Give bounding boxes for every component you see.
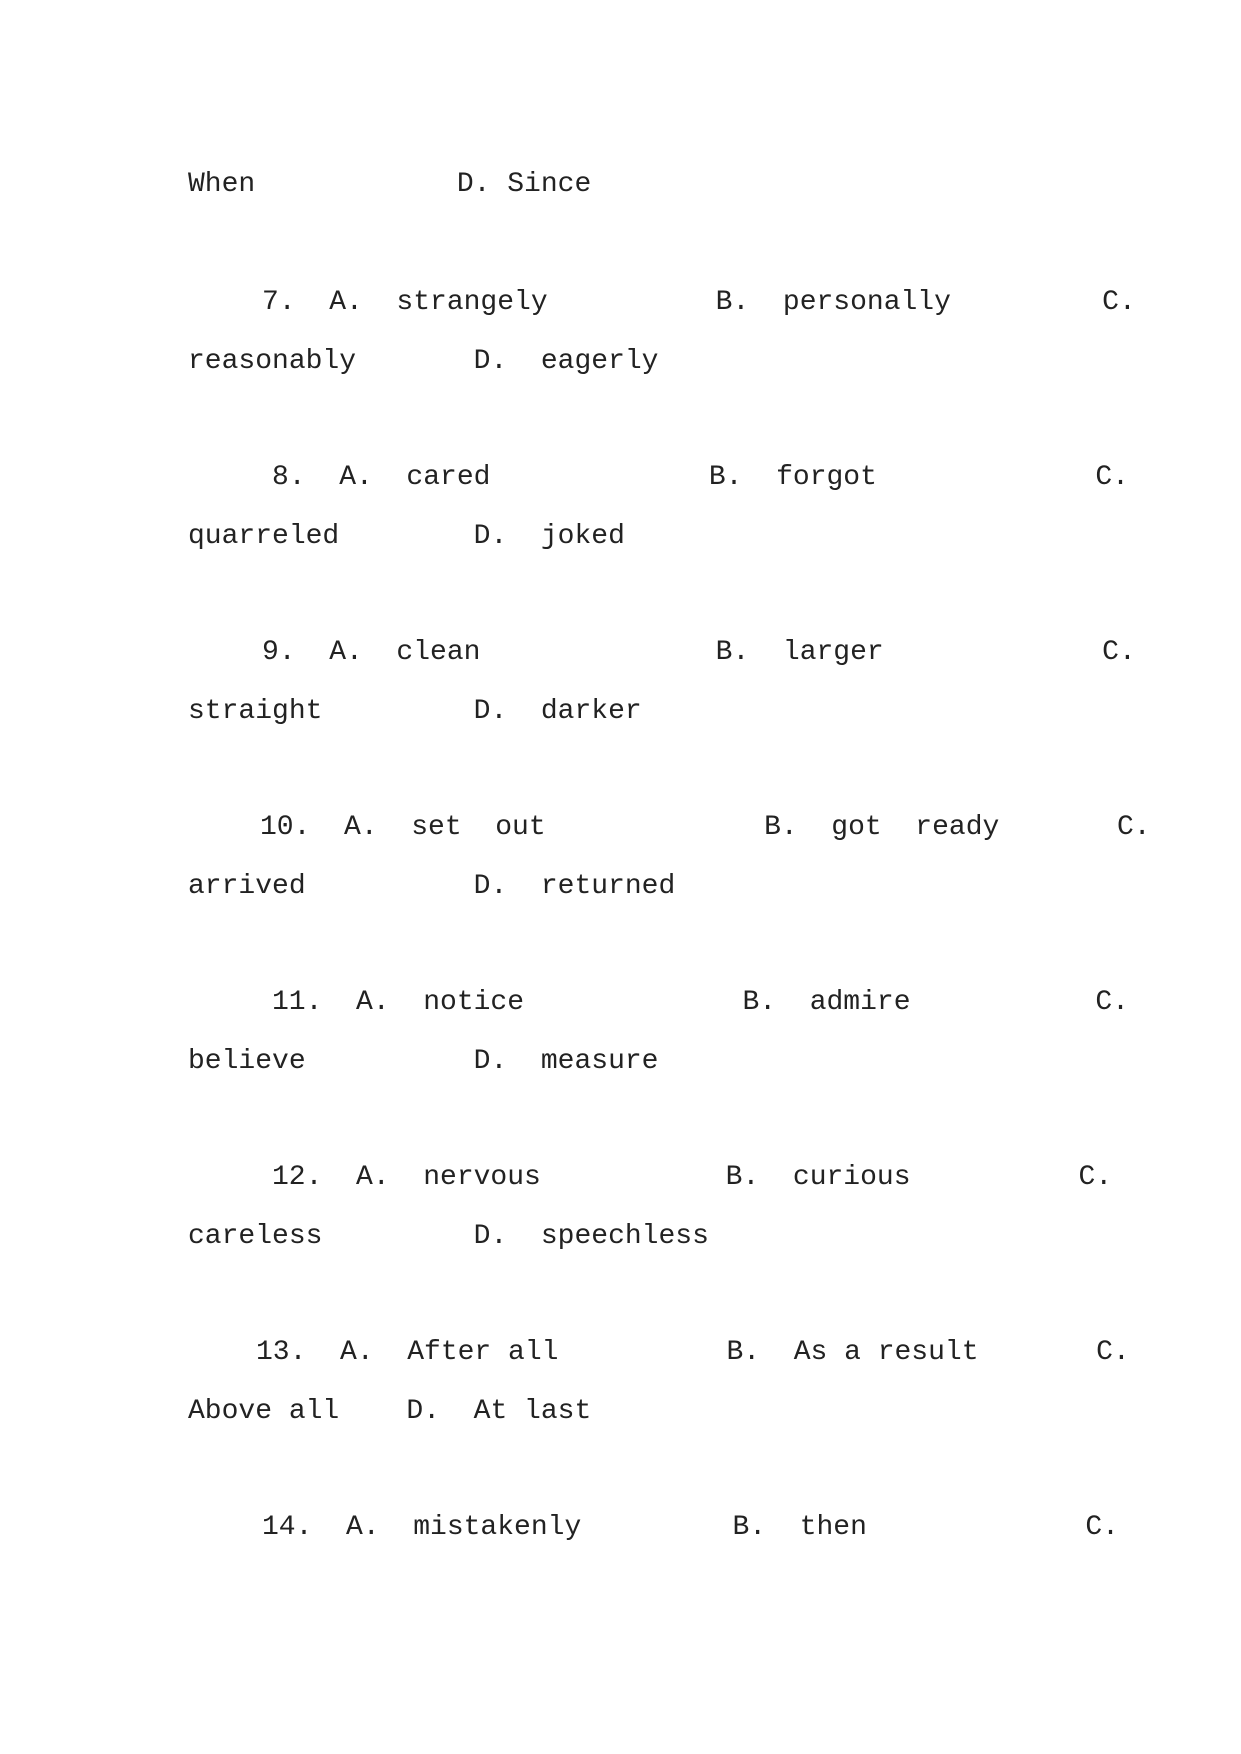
question-10-line: 10. A. set out B. got ready C. [260, 812, 1151, 843]
question-9-continuation: straight D. darker [188, 696, 642, 727]
question-13-line: 13. A. After all B. As a result C. [256, 1337, 1130, 1368]
question-14-line: 14. A. mistakenly B. then C. [262, 1512, 1119, 1543]
question-13-continuation: Above all D. At last [188, 1396, 592, 1427]
question-9-line: 9. A. clean B. larger C. [262, 637, 1136, 668]
question-11-line: 11. A. notice B. admire C. [272, 987, 1129, 1018]
question-7-line: 7. A. strangely B. personally C. [262, 287, 1136, 318]
question-7-continuation: reasonably D. eagerly [188, 346, 659, 377]
question-12-line: 12. A. nervous B. curious C. [272, 1162, 1113, 1193]
question-8-continuation: quarreled D. joked [188, 521, 625, 552]
question-10-continuation: arrived D. returned [188, 871, 676, 902]
question-8-line: 8. A. cared B. forgot C. [272, 462, 1129, 493]
text-line: When D. Since [188, 169, 592, 200]
question-12-continuation: careless D. speechless [188, 1221, 709, 1252]
question-11-continuation: believe D. measure [188, 1046, 659, 1077]
